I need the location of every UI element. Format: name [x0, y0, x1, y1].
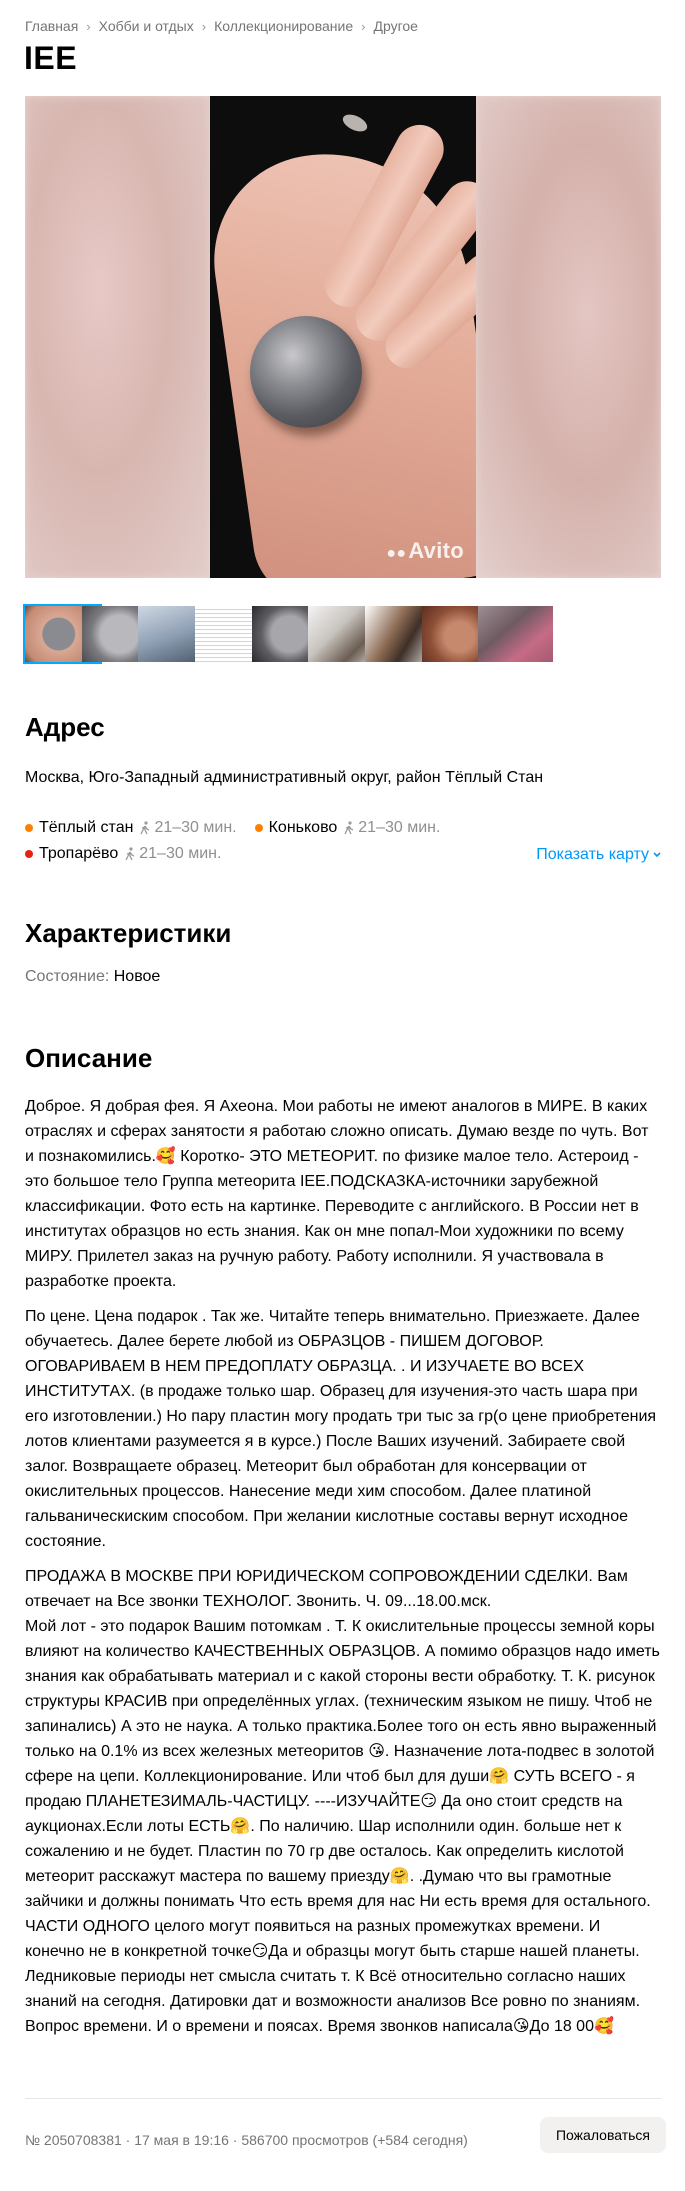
- walking-icon: [124, 847, 136, 861]
- chevron-right-icon: ›: [361, 18, 366, 34]
- metro-item-konkovo: [255, 819, 441, 837]
- metro-line-icon: [255, 824, 263, 832]
- metro-station-name: Тропарёво: [39, 845, 119, 862]
- description-heading: Описание: [25, 1043, 153, 1073]
- nail-shape: [340, 111, 369, 135]
- characteristic-value: Новое: [113, 968, 161, 985]
- metro-row: [25, 817, 440, 839]
- main-photo[interactable]: [210, 96, 476, 578]
- thumbnail-9[interactable]: [478, 606, 553, 662]
- metro-line-icon: [25, 824, 33, 832]
- metro-station-name: Тёплый стан: [39, 819, 134, 836]
- watermark-label: Avito: [408, 538, 464, 563]
- description-paragraph: ПРОДАЖА В МОСКВЕ ПРИ ЮРИДИЧЕСКОМ СОПРОВОЖДЕНИИ СДЕЛКИ. Вам отвечает на Все звонки ТЕХНОЛОГ. Звонить. Ч. 09...18.00.мск.: [25, 1568, 628, 1610]
- avito-logo-icon: ●●: [386, 545, 407, 562]
- avito-watermark: [386, 538, 464, 564]
- walk-time-text: 21–30 мин.: [139, 845, 222, 862]
- description-body: [25, 1094, 661, 2049]
- walk-time-text: 21–30 мин.: [358, 819, 441, 836]
- metro-item-teply-stan: [25, 819, 237, 837]
- metro-line-icon: [25, 850, 33, 858]
- address-text: Москва, Юго-Западный административный округ, район Тёплый Стан: [25, 769, 544, 786]
- metro-station-name: Коньково: [268, 819, 338, 836]
- metro-item-troparyovo: [25, 845, 221, 863]
- description-paragraph: Доброе. Я добрая фея. Я Ахеона. Мои работы не имеют аналогов в МИРЕ. В каких отраслях и сферах занятости я работаю сложно описать. Думаю везде по чуть. Вот и познакомились.🥰 Коротко- ЭТО МЕТЕОРИТ. по физике малое тело. Астероид - это большое тело Группа метеорита IEE.ПОДСКАЗКА-источники зарубежной классификации. Фото есть на картинке. Переводите с английского. В России нет в институтах образцов но есть знания. Как он мне попал-Мои художники по всему МИРУ. Прилетел заказ на ручную работу. Работу исполнили. Я участвовала в разработке проекта.: [25, 1098, 649, 1290]
- complain-button[interactable]: Пожаловаться: [540, 2117, 666, 2153]
- walk-time: [139, 819, 236, 837]
- breadcrumb-item-hobby[interactable]: Хобби и отдых: [98, 18, 194, 34]
- gallery-blur-right: [476, 96, 661, 578]
- chevron-down-icon: [652, 851, 662, 859]
- characteristics-heading: Характеристики: [25, 918, 232, 948]
- characteristic-label: Состояние:: [25, 968, 110, 985]
- walking-icon: [343, 821, 355, 835]
- walking-icon: [139, 821, 151, 835]
- breadcrumb-item-collecting[interactable]: Коллекционирование: [214, 18, 354, 34]
- description-paragraph: Мой лот - это подарок Вашим потомкам . Т. К окислительные процессы земной коры влияют на количество КАЧЕСТВЕННЫХ ОБРАЗЦОВ. А помимо образцов надо иметь знания как обрабатывать материал и с какой стороны вести обработку. Т. К. рисунок структуры КРАСИВ при определённых углах. (техническим языком не пишу. Чтоб не запинались) А это не наука. А только практика.Более того он есть явно выраженный только на 0.1% из всех железных метеоритов 😘. Назначение лота-подвес в золотой сфере на цепи. Коллекционирование. Или чтоб был для души🤗 СУТЬ ВСЕГО - я продаю ПЛАНЕТЕЗИМАЛЬ-ЧАСТИЦУ. ----ИЗУЧАЙТЕ😏 Да оно стоит средств на аукционах.Если лоты ЕСТЬ🤗. По наличию. Шар исполнили один. больше нет к сожалению и не будет. Пластин по 70 гр две осталось. Как определить кислотой метеорит расскажут мастера по вашему приезду🤗. .Думаю что вы грамотные зайчики и должны понимать Что есть время для нас Ни есть время для остального. ЧАСТИ ОДНОГО целого могут появиться на разных промежутках времени. И конечно не в конкретной точке😏Да и образцы могут быть старше нашей планеты. Ледниковые периоды нет смысла считать т. К Всё относительно согласно наших знаний на сегодня. Датировки дат и возможности анализов Все ровно по знаниям. Вопрос времени. И о времени и поясах. Время звонков написала😘До 18 00🥰: [25, 1618, 660, 2035]
- walk-time-text: 21–30 мин.: [154, 819, 237, 836]
- breadcrumb: [25, 16, 418, 36]
- page-title: IEE: [24, 40, 78, 76]
- chevron-right-icon: ›: [201, 18, 207, 34]
- breadcrumb-item-home[interactable]: Главная: [25, 18, 79, 34]
- metro-row: [25, 843, 221, 865]
- meteorite-sphere: [250, 316, 362, 428]
- walk-time: [124, 845, 221, 863]
- show-map-label: Показать карту: [536, 846, 649, 863]
- description-paragraph: По цене. Цена подарок . Так же. Читайте теперь внимательно. Приезжаете. Далее обучаетесь. Далее берете любой из ОБРАЗЦОВ - ПИШЕМ ДОГОВОР. ОГОВАРИВАЕМ В НЕМ ПРЕДОПЛАТУ ОБРАЗЦА. . И ИЗУЧАЕТЕ ВО ВСЕХ ИНСТИТУТАХ. (в продаже только шар. Образец для изучения-это часть шара при его изготовлении.) Но пару пластин могу продать три тыс за гр(о цене приобретения лотов клиентами разумеется я в курсе.) После Ваших изучений. Забираете свой залог. Возвращаете образец. Метеорит был обработан для консервации от окислительных процессов. Нанесение меди хим способом. Далее платиной гальваническиским способом. При желании кислотные составы вернут исходное состояние.: [25, 1308, 657, 1550]
- address-heading: Адрес: [25, 712, 105, 742]
- breadcrumb-item-other[interactable]: Другое: [373, 18, 418, 34]
- thumbnail-strip: [25, 606, 665, 662]
- show-map-link[interactable]: [536, 846, 662, 864]
- photo-gallery[interactable]: [25, 96, 661, 578]
- characteristic-condition: [25, 968, 160, 986]
- footer-divider: [25, 2098, 661, 2099]
- chevron-right-icon: ›: [86, 18, 91, 34]
- walk-time: [343, 819, 440, 837]
- gallery-blur-left: [25, 96, 210, 578]
- listing-meta: № 2050708381 · 17 мая в 19:16 · 586700 просмотров (+584 сегодня): [25, 2132, 468, 2148]
